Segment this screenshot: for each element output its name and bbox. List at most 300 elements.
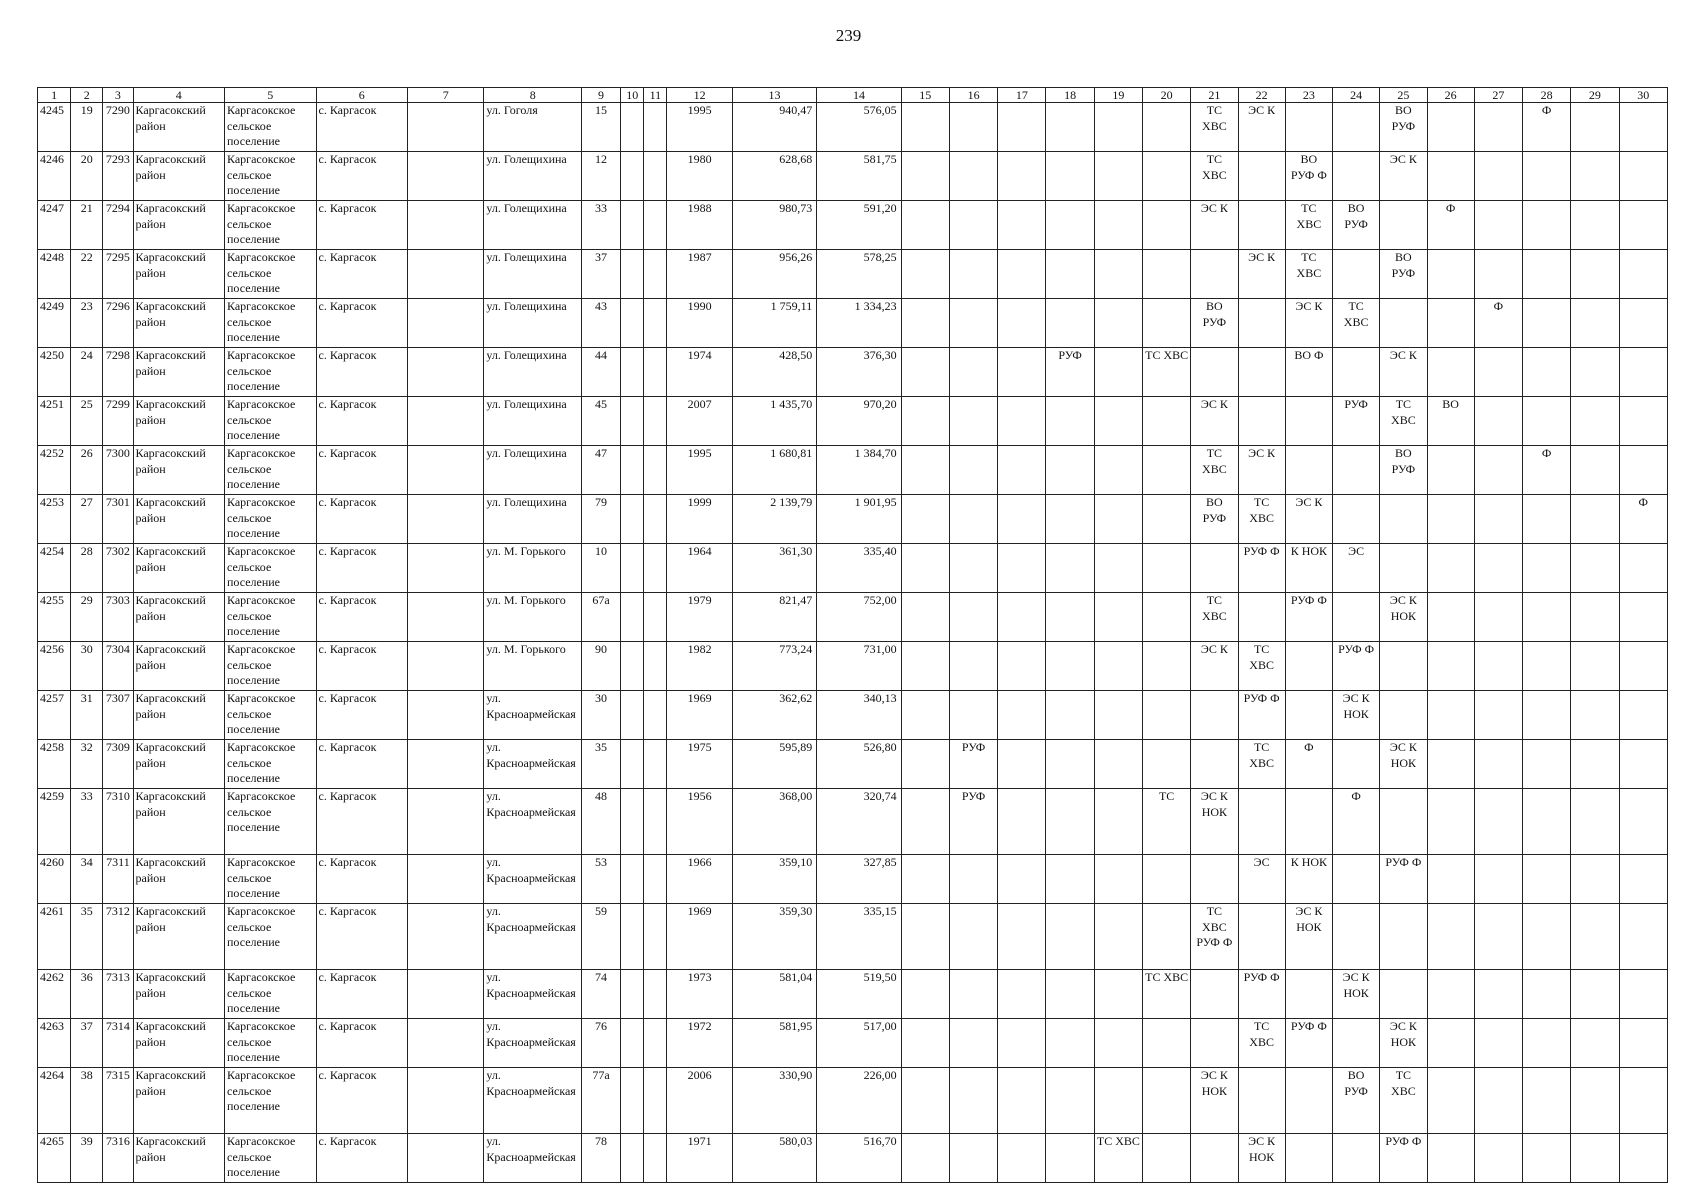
district: Каргасокский район	[133, 201, 225, 250]
object-id: 7296	[103, 299, 133, 348]
district: Каргасокский район	[133, 544, 225, 593]
object-id: 7304	[103, 642, 133, 691]
settlement: Каргасокское сельское поселение	[225, 904, 317, 970]
locality: с. Каргасок	[316, 299, 408, 348]
cell-col-24: РУФ	[1333, 397, 1380, 446]
house-number: 35	[581, 740, 620, 789]
cell-col-27: Ф	[1474, 299, 1522, 348]
cell-col-20	[1143, 544, 1191, 593]
table-row	[38, 970, 1668, 1019]
cell-col-18	[1046, 152, 1094, 201]
column-header-9: 9	[581, 88, 620, 103]
record-number: 4248	[38, 250, 71, 299]
cell-col-15	[901, 299, 949, 348]
locality: с. Каргасок	[316, 1068, 408, 1134]
year-built: 1974	[667, 348, 732, 397]
cell-col-17	[998, 855, 1046, 904]
cell-col-30	[1619, 904, 1667, 970]
cell-col-29	[1571, 446, 1619, 495]
column-header-27: 27	[1474, 88, 1522, 103]
cell-col-30	[1619, 250, 1667, 299]
cell-col-26	[1427, 789, 1474, 855]
locality: с. Каргасок	[316, 544, 408, 593]
locality: с. Каргасок	[316, 103, 408, 152]
cell-col-18	[1046, 789, 1094, 855]
cell-col-21	[1191, 970, 1238, 1019]
year-built: 1987	[667, 250, 732, 299]
object-id: 7294	[103, 201, 133, 250]
column-header-23: 23	[1285, 88, 1332, 103]
cell-col-26	[1427, 855, 1474, 904]
cell-col-10	[621, 593, 644, 642]
locality: с. Каргасок	[316, 1134, 408, 1183]
record-number: 4246	[38, 152, 71, 201]
cell-col-22	[1238, 397, 1285, 446]
table-row	[38, 789, 1668, 855]
cell-col-24: ТС ХВС	[1333, 299, 1380, 348]
object-id: 7310	[103, 789, 133, 855]
cell-col-17	[998, 691, 1046, 740]
column-header-17: 17	[998, 88, 1046, 103]
cell-col-15	[901, 348, 949, 397]
cell-col-26	[1427, 642, 1474, 691]
cell-col-15	[901, 855, 949, 904]
cell-col-7	[408, 904, 484, 970]
cell-col-27	[1474, 397, 1522, 446]
cell-col-26	[1427, 446, 1474, 495]
object-id: 7299	[103, 397, 133, 446]
object-id: 7311	[103, 855, 133, 904]
cell-col-18	[1046, 250, 1094, 299]
settlement: Каргасокское сельское поселение	[225, 593, 317, 642]
cell-col-24: РУФ Ф	[1333, 642, 1380, 691]
cell-col-15	[901, 970, 949, 1019]
cell-col-10	[621, 348, 644, 397]
table-row	[38, 299, 1668, 348]
column-header-14: 14	[817, 88, 901, 103]
street: ул. Голещихина	[484, 250, 582, 299]
cell-col-17	[998, 740, 1046, 789]
locality: с. Каргасок	[316, 1019, 408, 1068]
cell-col-20	[1143, 152, 1191, 201]
column-header-30: 30	[1619, 88, 1667, 103]
cell-col-30	[1619, 740, 1667, 789]
street: ул. Голещихина	[484, 397, 582, 446]
total-area: 1 680,81	[732, 446, 816, 495]
total-area: 361,30	[732, 544, 816, 593]
record-number: 4251	[38, 397, 71, 446]
cell-col-10	[621, 642, 644, 691]
cell-col-11	[644, 1068, 667, 1134]
year-built: 1988	[667, 201, 732, 250]
cell-col-27	[1474, 642, 1522, 691]
cell-col-15	[901, 201, 949, 250]
cell-col-21: ВО РУФ	[1191, 299, 1238, 348]
table-row	[38, 152, 1668, 201]
year-built: 1995	[667, 103, 732, 152]
cell-col-10	[621, 397, 644, 446]
cell-col-23: К НОК	[1285, 544, 1332, 593]
total-area: 359,30	[732, 904, 816, 970]
record-number: 4263	[38, 1019, 71, 1068]
cell-col-17	[998, 397, 1046, 446]
cell-col-29	[1571, 495, 1619, 544]
cell-col-23	[1285, 970, 1332, 1019]
cell-col-22	[1238, 348, 1285, 397]
cell-col-26: Ф	[1427, 201, 1474, 250]
house-number: 15	[581, 103, 620, 152]
street: ул. Голещихина	[484, 495, 582, 544]
cell-col-18	[1046, 299, 1094, 348]
cell-col-17	[998, 593, 1046, 642]
cell-col-24	[1333, 1134, 1380, 1183]
cell-col-25	[1380, 544, 1427, 593]
cell-col-16	[949, 299, 997, 348]
year-built: 1966	[667, 855, 732, 904]
settlement: Каргасокское сельское поселение	[225, 201, 317, 250]
living-area: 581,75	[817, 152, 901, 201]
street: ул. М. Горького	[484, 544, 582, 593]
year-built: 1956	[667, 789, 732, 855]
cell-col-25: ВО РУФ	[1380, 103, 1427, 152]
cell-col-21	[1191, 855, 1238, 904]
row-index: 20	[71, 152, 103, 201]
cell-col-25: РУФ Ф	[1380, 855, 1427, 904]
cell-col-15	[901, 152, 949, 201]
street: ул. Голещихина	[484, 201, 582, 250]
cell-col-22: ЭС К НОК	[1238, 1134, 1285, 1183]
cell-col-11	[644, 1019, 667, 1068]
row-index: 26	[71, 446, 103, 495]
cell-col-16	[949, 152, 997, 201]
living-area: 970,20	[817, 397, 901, 446]
settlement: Каргасокское сельское поселение	[225, 789, 317, 855]
cell-col-20	[1143, 1019, 1191, 1068]
object-id: 7312	[103, 904, 133, 970]
cell-col-19	[1094, 446, 1142, 495]
district: Каргасокский район	[133, 1134, 225, 1183]
table-row	[38, 740, 1668, 789]
cell-col-30	[1619, 1019, 1667, 1068]
column-header-15: 15	[901, 88, 949, 103]
cell-col-22	[1238, 1068, 1285, 1134]
column-header-13: 13	[732, 88, 816, 103]
cell-col-18	[1046, 1019, 1094, 1068]
locality: с. Каргасок	[316, 495, 408, 544]
cell-col-18	[1046, 1134, 1094, 1183]
cell-col-7	[408, 152, 484, 201]
cell-col-7	[408, 1068, 484, 1134]
cell-col-19	[1094, 1019, 1142, 1068]
cell-col-28	[1523, 691, 1571, 740]
cell-col-25: ЭС К	[1380, 348, 1427, 397]
table-row	[38, 397, 1668, 446]
cell-col-20	[1143, 1134, 1191, 1183]
cell-col-21: ЭС К НОК	[1191, 1068, 1238, 1134]
cell-col-29	[1571, 691, 1619, 740]
cell-col-15	[901, 691, 949, 740]
year-built: 1972	[667, 1019, 732, 1068]
settlement: Каргасокское сельское поселение	[225, 495, 317, 544]
cell-col-23	[1285, 789, 1332, 855]
cell-col-22	[1238, 201, 1285, 250]
living-area: 376,30	[817, 348, 901, 397]
cell-col-16	[949, 103, 997, 152]
cell-col-21: ТС ХВС	[1191, 103, 1238, 152]
cell-col-7	[408, 740, 484, 789]
district: Каргасокский район	[133, 152, 225, 201]
cell-col-24	[1333, 152, 1380, 201]
cell-col-7	[408, 1134, 484, 1183]
cell-col-30	[1619, 446, 1667, 495]
cell-col-26	[1427, 544, 1474, 593]
cell-col-28	[1523, 1068, 1571, 1134]
cell-col-27	[1474, 348, 1522, 397]
street: ул. Красноармейская	[484, 1068, 582, 1134]
page-number: 239	[835, 26, 862, 45]
total-area: 1 759,11	[732, 299, 816, 348]
locality: с. Каргасок	[316, 855, 408, 904]
cell-col-30	[1619, 348, 1667, 397]
cell-col-16: РУФ	[949, 740, 997, 789]
district: Каргасокский район	[133, 642, 225, 691]
cell-col-17	[998, 250, 1046, 299]
cell-col-27	[1474, 446, 1522, 495]
total-area: 359,10	[732, 855, 816, 904]
total-area: 330,90	[732, 1068, 816, 1134]
cell-col-23	[1285, 103, 1332, 152]
cell-col-20	[1143, 250, 1191, 299]
cell-col-28	[1523, 250, 1571, 299]
cell-col-19	[1094, 152, 1142, 201]
cell-col-15	[901, 250, 949, 299]
cell-col-28	[1523, 201, 1571, 250]
total-area: 362,62	[732, 691, 816, 740]
column-header-7: 7	[408, 88, 484, 103]
cell-col-10	[621, 250, 644, 299]
cell-col-28	[1523, 642, 1571, 691]
house-number: 45	[581, 397, 620, 446]
cell-col-29	[1571, 299, 1619, 348]
cell-col-29	[1571, 970, 1619, 1019]
object-id: 7293	[103, 152, 133, 201]
cell-col-26	[1427, 250, 1474, 299]
cell-col-21: ТС ХВС РУФ Ф	[1191, 904, 1238, 970]
cell-col-22: ТС ХВС	[1238, 1019, 1285, 1068]
cell-col-22: РУФ Ф	[1238, 970, 1285, 1019]
cell-col-11	[644, 152, 667, 201]
cell-col-25	[1380, 789, 1427, 855]
cell-col-22	[1238, 299, 1285, 348]
cell-col-19	[1094, 593, 1142, 642]
cell-col-28	[1523, 855, 1571, 904]
cell-col-30	[1619, 299, 1667, 348]
year-built: 1979	[667, 593, 732, 642]
column-header-3: 3	[103, 88, 133, 103]
street: ул. М. Горького	[484, 642, 582, 691]
cell-col-21: ВО РУФ	[1191, 495, 1238, 544]
street: ул. Красноармейская	[484, 1134, 582, 1183]
locality: с. Каргасок	[316, 593, 408, 642]
settlement: Каргасокское сельское поселение	[225, 103, 317, 152]
cell-col-18	[1046, 970, 1094, 1019]
cell-col-21	[1191, 544, 1238, 593]
column-number-header	[38, 88, 1668, 103]
record-number: 4245	[38, 103, 71, 152]
row-index: 31	[71, 691, 103, 740]
living-area: 320,74	[817, 789, 901, 855]
table-row	[38, 593, 1668, 642]
living-area: 752,00	[817, 593, 901, 642]
cell-col-24	[1333, 495, 1380, 544]
cell-col-17	[998, 1134, 1046, 1183]
street: ул. Красноармейская	[484, 855, 582, 904]
house-number: 44	[581, 348, 620, 397]
cell-col-18	[1046, 1068, 1094, 1134]
record-number: 4255	[38, 593, 71, 642]
cell-col-7	[408, 544, 484, 593]
total-area: 956,26	[732, 250, 816, 299]
settlement: Каргасокское сельское поселение	[225, 250, 317, 299]
house-number: 12	[581, 152, 620, 201]
cell-col-26	[1427, 904, 1474, 970]
cell-col-23: ЭС К НОК	[1285, 904, 1332, 970]
locality: с. Каргасок	[316, 201, 408, 250]
cell-col-22: РУФ Ф	[1238, 691, 1285, 740]
year-built: 1982	[667, 642, 732, 691]
cell-col-22: ТС ХВС	[1238, 740, 1285, 789]
cell-col-19	[1094, 250, 1142, 299]
cell-col-7	[408, 691, 484, 740]
street: ул. Голещихина	[484, 299, 582, 348]
cell-col-28	[1523, 593, 1571, 642]
year-built: 1971	[667, 1134, 732, 1183]
table-row	[38, 544, 1668, 593]
row-index: 28	[71, 544, 103, 593]
object-id: 7307	[103, 691, 133, 740]
cell-col-17	[998, 299, 1046, 348]
total-area: 581,04	[732, 970, 816, 1019]
house-number: 37	[581, 250, 620, 299]
cell-col-18	[1046, 446, 1094, 495]
column-header-8: 8	[484, 88, 582, 103]
row-index: 37	[71, 1019, 103, 1068]
district: Каргасокский район	[133, 1068, 225, 1134]
year-built: 1973	[667, 970, 732, 1019]
table-row	[38, 1019, 1668, 1068]
district: Каргасокский район	[133, 103, 225, 152]
cell-col-11	[644, 740, 667, 789]
cell-col-18	[1046, 103, 1094, 152]
cell-col-26	[1427, 348, 1474, 397]
cell-col-26: ВО	[1427, 397, 1474, 446]
locality: с. Каргасок	[316, 446, 408, 495]
cell-col-15	[901, 1068, 949, 1134]
cell-col-20	[1143, 593, 1191, 642]
year-built: 1990	[667, 299, 732, 348]
table-row	[38, 201, 1668, 250]
cell-col-20	[1143, 397, 1191, 446]
total-area: 1 435,70	[732, 397, 816, 446]
table-row	[38, 446, 1668, 495]
cell-col-15	[901, 103, 949, 152]
column-header-6: 6	[316, 88, 408, 103]
cell-col-27	[1474, 250, 1522, 299]
cell-col-20	[1143, 1068, 1191, 1134]
cell-col-28	[1523, 152, 1571, 201]
cell-col-29	[1571, 1019, 1619, 1068]
cell-col-30: Ф	[1619, 495, 1667, 544]
cell-col-27	[1474, 789, 1522, 855]
cell-col-17	[998, 904, 1046, 970]
cell-col-23	[1285, 642, 1332, 691]
settlement: Каргасокское сельское поселение	[225, 544, 317, 593]
row-index: 35	[71, 904, 103, 970]
table-row	[38, 495, 1668, 544]
cell-col-16	[949, 642, 997, 691]
cell-col-11	[644, 1134, 667, 1183]
cell-col-24: ВО РУФ	[1333, 1068, 1380, 1134]
object-id: 7290	[103, 103, 133, 152]
cell-col-19	[1094, 642, 1142, 691]
cell-col-24	[1333, 348, 1380, 397]
district: Каргасокский район	[133, 855, 225, 904]
cell-col-28: Ф	[1523, 446, 1571, 495]
cell-col-20: ТС ХВС	[1143, 970, 1191, 1019]
house-number: 43	[581, 299, 620, 348]
row-index: 38	[71, 1068, 103, 1134]
cell-col-25: ВО РУФ	[1380, 250, 1427, 299]
cell-col-30	[1619, 642, 1667, 691]
cell-col-18	[1046, 544, 1094, 593]
settlement: Каргасокское сельское поселение	[225, 348, 317, 397]
total-area: 595,89	[732, 740, 816, 789]
cell-col-28	[1523, 1019, 1571, 1068]
cell-col-29	[1571, 348, 1619, 397]
year-built: 1969	[667, 904, 732, 970]
column-header-10: 10	[621, 88, 644, 103]
cell-col-29	[1571, 103, 1619, 152]
cell-col-30	[1619, 593, 1667, 642]
house-number: 33	[581, 201, 620, 250]
cell-col-30	[1619, 970, 1667, 1019]
cell-col-10	[621, 789, 644, 855]
object-id: 7300	[103, 446, 133, 495]
cell-col-11	[644, 250, 667, 299]
cell-col-17	[998, 152, 1046, 201]
row-index: 25	[71, 397, 103, 446]
cell-col-28	[1523, 299, 1571, 348]
cell-col-10	[621, 495, 644, 544]
house-number: 74	[581, 970, 620, 1019]
cell-col-24	[1333, 1019, 1380, 1068]
cell-col-21	[1191, 1019, 1238, 1068]
cell-col-27	[1474, 1068, 1522, 1134]
cell-col-29	[1571, 904, 1619, 970]
cell-col-19	[1094, 103, 1142, 152]
cell-col-27	[1474, 691, 1522, 740]
cell-col-29	[1571, 250, 1619, 299]
living-area: 731,00	[817, 642, 901, 691]
cell-col-7	[408, 348, 484, 397]
cell-col-30	[1619, 201, 1667, 250]
cell-col-15	[901, 789, 949, 855]
cell-col-24	[1333, 446, 1380, 495]
street: ул. М. Горького	[484, 593, 582, 642]
district: Каргасокский район	[133, 740, 225, 789]
object-id: 7316	[103, 1134, 133, 1183]
cell-col-21	[1191, 250, 1238, 299]
